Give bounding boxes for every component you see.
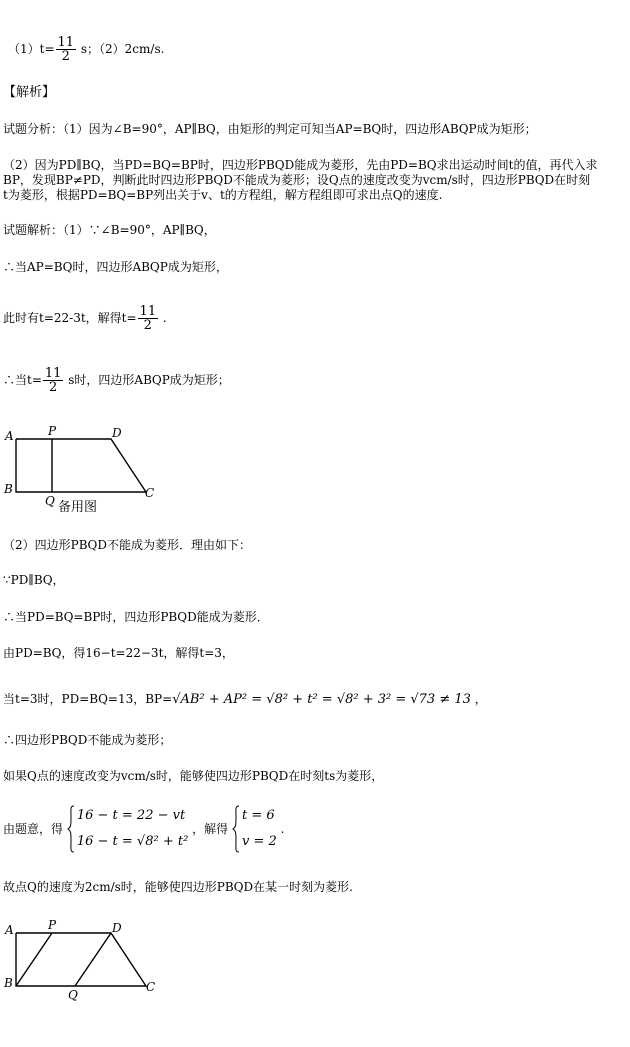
solution-s9-suffix: ， (470, 692, 487, 706)
solution-s3-numerator: 11 (139, 304, 157, 319)
solution-s12-mid: ，解得 (192, 822, 229, 836)
figure-1-label-q: Q (45, 494, 55, 508)
solution-s7: ∴当PD=BQ=BP时，四边形PBQD能成为菱形． (3, 610, 269, 624)
figure-1-trapezoid (16, 439, 146, 492)
figure-2-segment-qd (75, 933, 111, 986)
solution-t: t = 6 (241, 808, 275, 823)
left-brace-icon (67, 805, 75, 853)
solution-s3-suffix: . (159, 311, 167, 325)
solution-s3-prefix: 此时有t=22-3t，解得t= (3, 311, 137, 325)
solution-s9 (3, 688, 487, 711)
solution-s5: （2）四边形PBQD不能成为菱形．理由如下： (3, 538, 251, 552)
solution-s4-denominator: 2 (49, 380, 58, 395)
solution-s4-suffix: s时，四边形ABQP成为矩形； (64, 373, 230, 387)
figure-1-label-c: C (145, 486, 155, 500)
equation-1: 16 − t = 22 − vt (76, 808, 186, 823)
answer-fraction-numerator: 11 (57, 35, 75, 50)
solution-s3-denominator: 2 (143, 318, 152, 333)
solution-s12-prefix: 由题意，得 (3, 822, 64, 836)
solution-s6: ∵PD∥BQ， (3, 573, 65, 587)
solution-s2: ∴当AP=BQ时，四边形ABQP成为矩形， (3, 260, 228, 274)
analysis-p2-line3: t为菱形，根据PD=BQ=BP列出关于v、t的方程组，解方程组即可求出点Q的速度. (3, 188, 443, 202)
figure-2-diagram (0, 915, 180, 1015)
figure-2-label-a: A (5, 923, 14, 937)
figure-2-label-b: B (4, 976, 13, 990)
answer-fraction (56, 36, 77, 63)
solution-s3 (3, 298, 167, 338)
analysis-p2-line1: （2）因为PD∥BQ，当PD=BQ=BP时，四边形PBQD能成为菱形，先由PD=BQ求出运动时间t的值，再代入求 (3, 158, 598, 172)
solution-s8: 由PD=BQ，得16−t=22−3t，解得t=3， (3, 646, 234, 660)
analysis-p1: 试题分析：（1）因为∠B=90°，AP∥BQ，由矩形的判定可知当AP=BQ时，四边形ABQP成为矩形； (3, 122, 537, 136)
equation-system (67, 803, 188, 855)
solution-s4-prefix: ∴当t= (3, 373, 42, 387)
figure-2-label-c: C (146, 980, 156, 994)
figure-1-label-p: P (48, 424, 57, 438)
solution-s13: 故点Q的速度为2cm/s时，能够使四边形PBQD在某一时刻为菱形. (3, 880, 353, 894)
figure-1-label-b: B (4, 482, 13, 496)
figure-1-caption: 备用图 (58, 500, 98, 515)
jiexi-heading: 【解析】 (3, 85, 56, 100)
solution-s4 (3, 360, 230, 400)
solution-s3-fraction (138, 305, 159, 332)
answer-fraction-denominator: 2 (61, 49, 70, 64)
solution-s12 (3, 803, 284, 855)
solution-s12-suffix: . (280, 822, 285, 836)
figure-2-label-d: D (112, 921, 122, 935)
solution-s4-numerator: 11 (44, 366, 62, 381)
solution-s1: 试题解析：（1）∵∠B=90°，AP∥BQ， (3, 223, 216, 237)
solution-system (232, 803, 277, 855)
solution-v: v = 2 (241, 834, 277, 849)
equation-2: 16 − t = √8² + t² (76, 834, 189, 849)
figure-2-segment-bp (16, 933, 52, 986)
solution-s9-prefix: 当t=3时，PD=BQ=13，BP= (3, 692, 173, 706)
analysis-p2-line2: BP，发现BP≠PD，判断此时四边形PBQD不能成为菱形；设Q点的速度改变为vcm/s时，四边形PBQD在时刻 (3, 173, 591, 187)
answer-line (8, 34, 164, 64)
left-brace-icon (232, 805, 240, 853)
solution-s4-fraction (43, 367, 64, 394)
figure-1-label-d: D (112, 426, 122, 440)
solution-s9-math: √AB² + AP² = √8² + t² = √8² + 3² = √73 ≠ 13 (172, 692, 471, 707)
solution-s11: 如果Q点的速度改变为vcm/s时，能够使四边形PBQD在时刻ts为菱形， (3, 769, 384, 783)
answer-part1-prefix: （1）t= (8, 42, 55, 56)
figure-1-label-a: A (5, 429, 14, 443)
figure-2-label-q: Q (68, 988, 78, 1002)
answer-unit: s；（2）2cm/s. (77, 42, 165, 56)
figure-2-label-p: P (48, 918, 57, 932)
solution-s10: ∴四边形PBQD不能成为菱形； (3, 733, 172, 747)
